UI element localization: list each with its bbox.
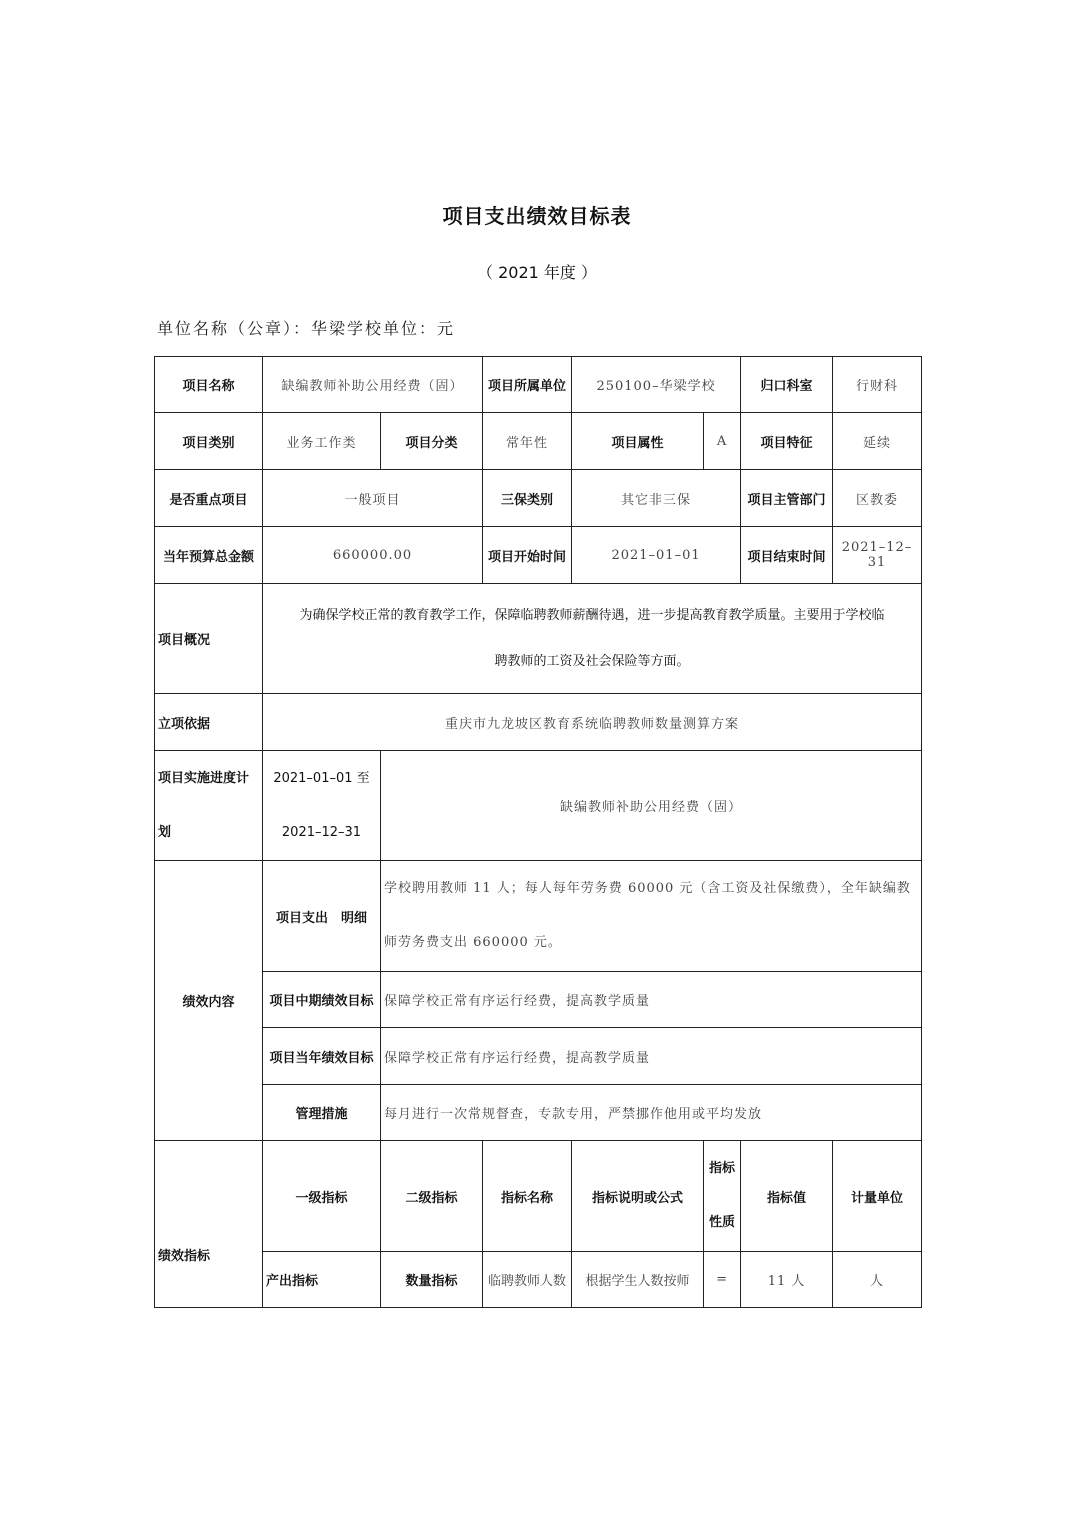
performance-content-label: 绩效内容 bbox=[155, 861, 263, 1141]
annual-target-label: 项目当年绩效目标 bbox=[263, 1028, 381, 1085]
project-feature-value: 延续 bbox=[833, 413, 922, 470]
performance-table bbox=[154, 356, 922, 1308]
detail-line-1: 学校聘用教师 11 人；每人每年劳务费 60000 元（含工资及社保缴费），全年缺编教 bbox=[384, 881, 911, 896]
project-name-label: 项目名称 bbox=[155, 357, 263, 413]
dept-value: 行财科 bbox=[833, 357, 922, 413]
schedule-period bbox=[263, 751, 381, 861]
schedule-period-line-2: 2021–12–31 bbox=[281, 824, 362, 840]
dept-label: 归口科室 bbox=[741, 357, 833, 413]
project-attr-label: 项目属性 bbox=[572, 413, 704, 470]
row-schedule bbox=[155, 751, 922, 861]
measure-label: 管理措施 bbox=[263, 1085, 381, 1141]
row-overview bbox=[155, 584, 922, 694]
project-name-value: 缺编教师补助公用经费（固） bbox=[263, 357, 483, 413]
unit-line: 单位名称（公章）：华梁学校单位：元 bbox=[157, 319, 456, 338]
end-date-value: 2021–12–31 bbox=[833, 527, 922, 584]
overview-label: 项目概况 bbox=[155, 584, 263, 694]
row-level2: 数量指标 bbox=[381, 1252, 483, 1308]
start-date-value: 2021–01–01 bbox=[572, 527, 741, 584]
end-date-label: 项目结束时间 bbox=[741, 527, 833, 584]
sanbao-value: 其它非三保 bbox=[572, 470, 741, 527]
project-feature-label: 项目特征 bbox=[741, 413, 833, 470]
project-type-value: 业务工作类 bbox=[263, 413, 381, 470]
detail-line-2: 师劳务费支出 660000 元。 bbox=[384, 935, 562, 950]
schedule-value: 缺编教师补助公用经费（固） bbox=[381, 751, 922, 861]
sanbao-label: 三保类别 bbox=[483, 470, 572, 527]
row-unit: 人 bbox=[833, 1252, 922, 1308]
header-level1: 一级指标 bbox=[263, 1141, 381, 1252]
schedule-label bbox=[155, 751, 263, 861]
row-budget bbox=[155, 527, 922, 584]
budget-value: 660000.00 bbox=[263, 527, 483, 584]
overview-line-2: 聘教师的工资及社会保险等方面。 bbox=[494, 653, 690, 669]
schedule-period-line-1: 2021–01–01 至 bbox=[273, 770, 370, 786]
mid-target-label: 项目中期绩效目标 bbox=[263, 972, 381, 1028]
row-project-type bbox=[155, 413, 922, 470]
project-attr-value: A bbox=[704, 413, 741, 470]
header-nature-line-1: 指标 bbox=[709, 1161, 736, 1176]
project-class-value: 常年性 bbox=[483, 413, 572, 470]
row-level1: 产出指标 bbox=[263, 1252, 381, 1308]
project-type-label: 项目类别 bbox=[155, 413, 263, 470]
row-desc: 根据学生人数按师 bbox=[572, 1252, 704, 1308]
row-value: 11 人 bbox=[741, 1252, 833, 1308]
row-name: 临聘教师人数 bbox=[483, 1252, 572, 1308]
header-unit: 计量单位 bbox=[833, 1141, 922, 1252]
mid-target-value: 保障学校正常有序运行经费，提高教学质量 bbox=[381, 972, 922, 1028]
annual-target-value: 保障学校正常有序运行经费，提高教学质量 bbox=[381, 1028, 922, 1085]
row-detail bbox=[155, 861, 922, 972]
project-class-label: 项目分类 bbox=[381, 413, 483, 470]
manager-dept-value: 区教委 bbox=[833, 470, 922, 527]
row-annual-target bbox=[155, 1028, 922, 1085]
header-nature-line-2: 性质 bbox=[709, 1215, 736, 1230]
project-owner-label: 项目所属单位 bbox=[483, 357, 572, 413]
key-project-value: 一般项目 bbox=[263, 470, 483, 527]
row-indicator-header bbox=[155, 1141, 922, 1252]
detail-label: 项目支出 明细 bbox=[263, 861, 381, 972]
row-basis bbox=[155, 694, 922, 751]
header-nature bbox=[704, 1141, 741, 1252]
start-date-label: 项目开始时间 bbox=[483, 527, 572, 584]
basis-value: 重庆市九龙坡区教育系统临聘教师数量测算方案 bbox=[263, 694, 922, 751]
row-measure bbox=[155, 1085, 922, 1141]
header-desc: 指标说明或公式 bbox=[572, 1141, 704, 1252]
manager-dept-label: 项目主管部门 bbox=[741, 470, 833, 527]
row-nature: = bbox=[704, 1252, 741, 1308]
key-project-label: 是否重点项目 bbox=[155, 470, 263, 527]
row-project-name bbox=[155, 357, 922, 413]
project-owner-value: 250100–华梁学校 bbox=[572, 357, 741, 413]
header-level2: 二级指标 bbox=[381, 1141, 483, 1252]
document-title: 项目支出绩效目标表 bbox=[442, 204, 632, 228]
document-year: （ 2021 年度 ） bbox=[477, 263, 597, 282]
basis-label: 立项依据 bbox=[155, 694, 263, 751]
overview-line-1: 为确保学校正常的教育教学工作，保障临聘教师薪酬待遇，进一步提高教育教学质量。主要用于学校临 bbox=[299, 607, 885, 623]
header-name: 指标名称 bbox=[483, 1141, 572, 1252]
table-row bbox=[155, 1252, 922, 1308]
overview-value bbox=[263, 584, 922, 694]
schedule-label-line-1: 项目实施进度计 bbox=[158, 770, 250, 786]
row-mid-target bbox=[155, 972, 922, 1028]
schedule-label-line-2: 划 bbox=[158, 824, 172, 840]
row-key-project bbox=[155, 470, 922, 527]
measure-value: 每月进行一次常规督查，专款专用，严禁挪作他用或平均发放 bbox=[381, 1085, 922, 1141]
budget-label: 当年预算总金额 bbox=[155, 527, 263, 584]
detail-value bbox=[381, 861, 922, 972]
indicators-label: 绩效指标 bbox=[155, 1141, 263, 1308]
header-value: 指标值 bbox=[741, 1141, 833, 1252]
